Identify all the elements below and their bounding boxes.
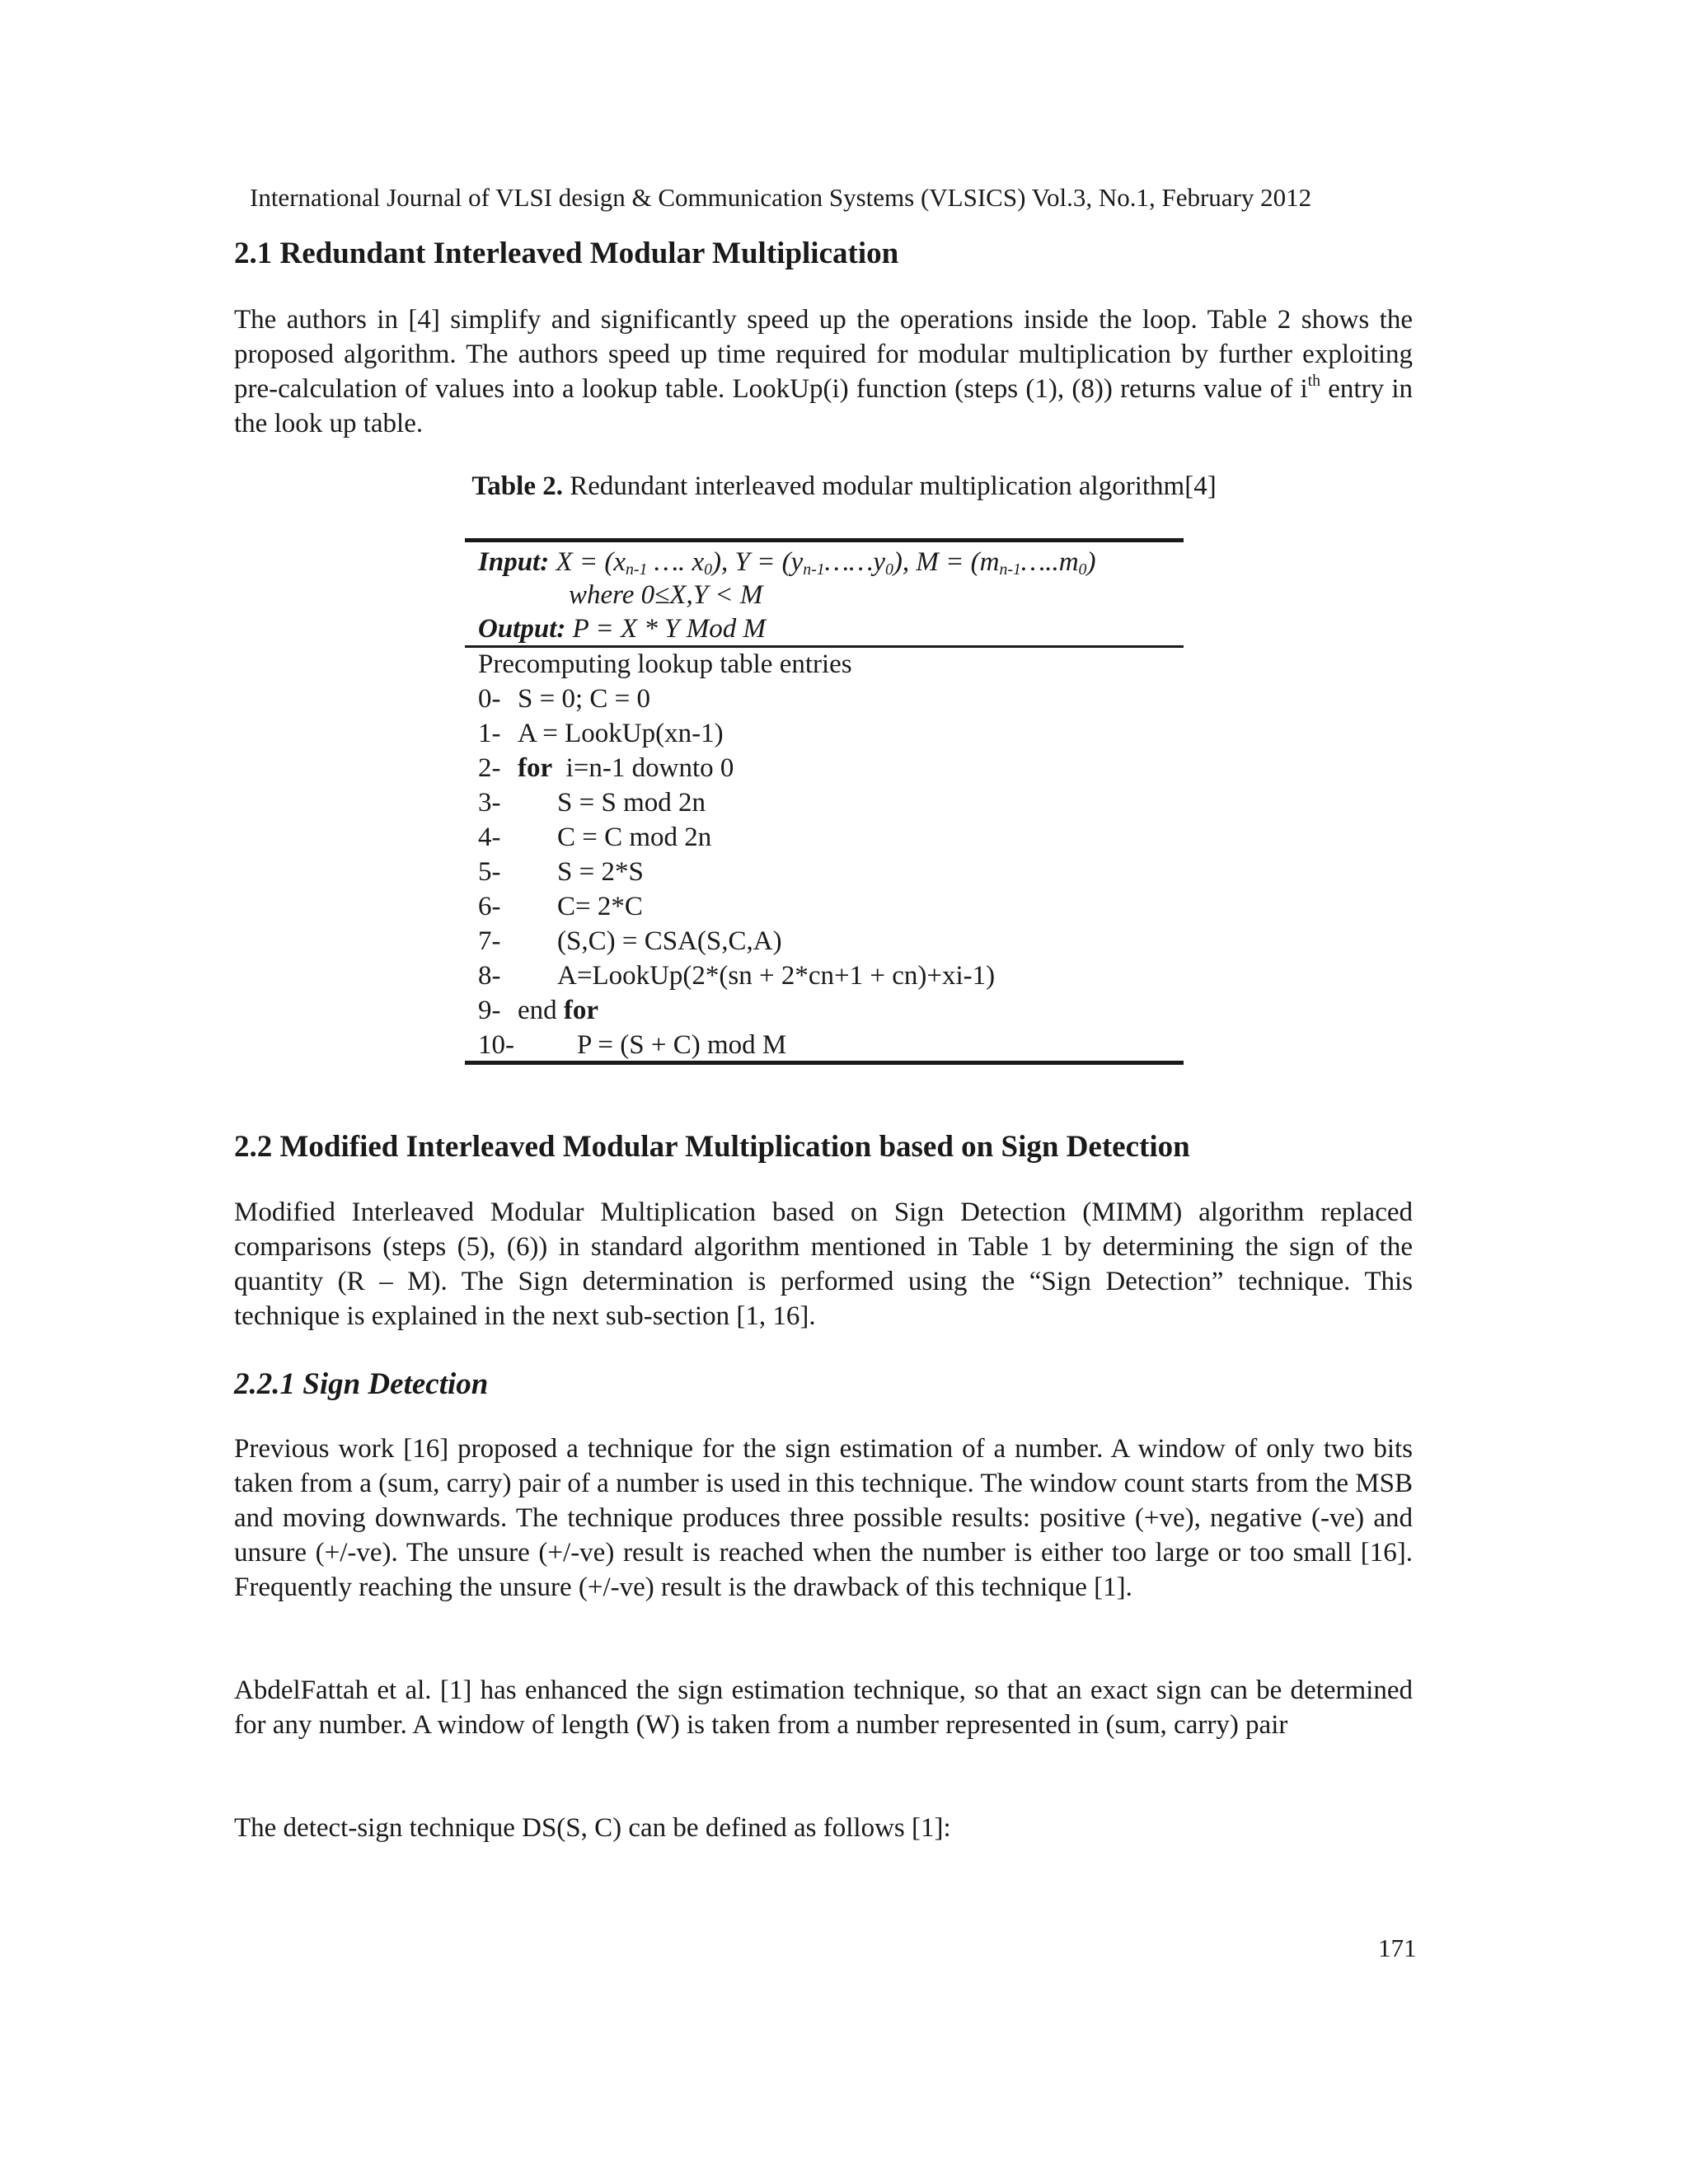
table-top-rule: [465, 538, 1184, 542]
step-number: 8-: [478, 961, 501, 991]
step-statement: P = (S + C) mod M: [577, 1030, 787, 1060]
section-heading-2-2-1: 2.2.1 Sign Detection: [234, 1367, 489, 1401]
algorithm-step-line: [478, 821, 712, 854]
step-statement: C= 2*C: [557, 892, 643, 921]
step-statement: S = 0; C = 0: [518, 684, 651, 714]
section-2-2-paragraph: Modified Interleaved Modular Multiplication based on Sign Detection (MIMM) algorithm replaced comparisons (steps (5), (6)) in standard algorithm mentioned in Table 1 by determining the sign of the quantity (R – M). The Sign determination is performed using the “Sign Detection” technique. This technique is explained in the next sub-section [1, 16].: [234, 1197, 1413, 1331]
caption-label: Table 2.: [471, 471, 563, 501]
algorithm-step-line: [478, 1029, 787, 1062]
algorithm-step-line: [478, 925, 782, 958]
step-keyword: for: [518, 753, 553, 783]
algorithm-step-line: [478, 717, 724, 750]
step-text: [557, 821, 711, 854]
step-text: [518, 752, 734, 785]
step-statement: A = LookUp(xn-1): [518, 719, 724, 748]
input-where-clause: where 0≤X,Y < M: [569, 580, 763, 610]
page-number: 171: [1378, 1933, 1417, 1962]
step-statement: S = S mod 2n: [557, 788, 706, 818]
table-bottom-rule: [465, 1061, 1184, 1065]
step-statement: A=LookUp(2*(sn + 2*cn+1 + cn)+xi-1): [557, 961, 996, 991]
step-text: [577, 1029, 786, 1062]
step-statement: (S,C) = CSA(S,C,A): [557, 926, 782, 956]
step-number: 10-: [478, 1030, 514, 1060]
caption-text: Redundant interleaved modular multiplication algorithm[4]: [562, 471, 1217, 501]
section-heading-2-1: 2.1 Redundant Interleaved Modular Multiplication: [234, 237, 899, 270]
algorithm-step-line: [478, 752, 734, 785]
step-keyword: for: [563, 996, 599, 1025]
step-statement: i=n-1 downto 0: [552, 753, 734, 783]
step-number: 6-: [478, 892, 501, 921]
input-label: Input:: [478, 547, 550, 577]
algorithm-step-line: [478, 890, 643, 923]
step-text: [557, 925, 782, 958]
step-text: [557, 890, 643, 923]
step-number: 0-: [478, 684, 501, 714]
algorithm-step-line: [478, 855, 644, 888]
step-number: 3-: [478, 788, 501, 818]
step-number: 5-: [478, 857, 501, 887]
step-text: [557, 786, 706, 819]
table-input-line: [478, 546, 1095, 579]
step-statement: S = 2*S: [557, 857, 644, 887]
step-number: 4-: [478, 823, 501, 852]
step-number: 2-: [478, 753, 501, 783]
table-precompute-line: Precomputing lookup table entries: [478, 649, 852, 679]
step-number: 9-: [478, 996, 501, 1025]
step-text: [557, 855, 644, 888]
algorithm-step-line: [478, 786, 706, 819]
section-2-1-paragraph: [234, 302, 1413, 441]
sign-detection-paragraph-3: The detect-sign technique DS(S, C) can be defined as follows [1]:: [234, 1813, 951, 1843]
running-header: International Journal of VLSI design & Communication Systems (VLSICS) Vol.3, No.1, February 2012: [250, 183, 1312, 212]
algorithm-step-line: [478, 682, 651, 715]
table-output-line: [478, 612, 766, 645]
section-heading-2-2: 2.2 Modified Interleaved Modular Multiplication based on Sign Detection: [234, 1130, 1190, 1164]
step-text: [518, 717, 724, 750]
step-number: 1-: [478, 719, 501, 748]
output-label: Output:: [478, 614, 566, 644]
step-text: [518, 994, 598, 1027]
input-formula: $X = (x_{n-1}$ …. $x_0$), $Y = (y_{n-1}\dots\dots y_0)$, $M = (m_{n-1}\dots..m_0)$: [549, 547, 1096, 579]
sign-detection-paragraph-1: Previous work [16] proposed a technique for the sign estimation of a number. A window of only two bits taken from a (sum, carry) pair of a number is used in this technique. The window count starts from the MSB and moving downwards. The technique produces three possible results: positive (+ve), negative (-ve) and unsure (+/-ve). The unsure (+/-ve) result is reached when the number is either too large or too small [16]. Frequently reaching the unsure (+/-ve) result is the drawback of this technique [1].: [234, 1434, 1413, 1602]
table-2-caption: [0, 471, 1688, 502]
step-text: [557, 959, 995, 992]
step-prefix: end: [518, 996, 564, 1025]
step-statement: C = C mod 2n: [557, 823, 712, 852]
para-lead-text: The authors in [4] simplify and significantly speed up the operations inside the loop. Table 2 shows the proposed algorithm. The authors speed up time required for modular multiplication by further exploiting pre-calculation of values into a lookup table. LookUp(i) function (steps (1), (8)) returns value of i: [234, 305, 1413, 404]
para-superscript: th: [1307, 372, 1321, 390]
para-tail-text: entry in the look up table.: [234, 374, 1414, 438]
algorithm-step-line: [478, 959, 996, 992]
sign-detection-paragraph-2: AbdelFattah et al. [1] has enhanced the sign estimation technique, so that an exact sign can be determined for any number. A window of length (W) is taken from a number represented in (sum, carry) pair: [234, 1675, 1413, 1740]
step-number: 7-: [478, 926, 501, 956]
output-formula: P = X * Y Mod M: [565, 614, 766, 644]
algorithm-step-line: [478, 994, 599, 1027]
step-text: [518, 682, 650, 715]
